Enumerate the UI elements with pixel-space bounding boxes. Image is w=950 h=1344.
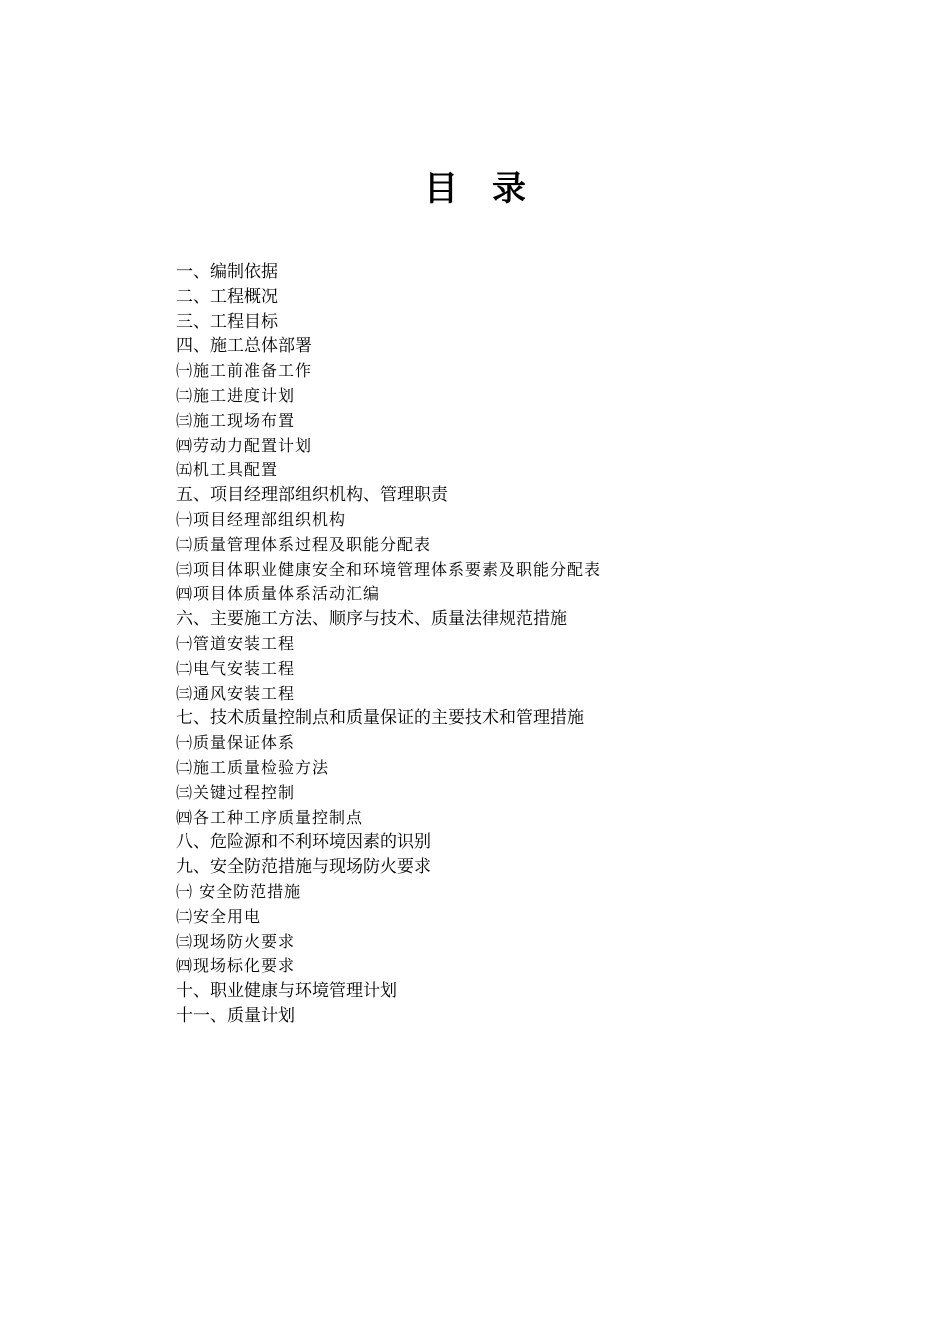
toc-subitem: ㈡安全用电: [176, 906, 262, 926]
toc-item: 八、危险源和不利环境因素的识别: [176, 832, 431, 853]
page-title: 目 录: [424, 169, 526, 209]
toc-subitem: ㈣项目体质量体系活动汇编: [176, 584, 381, 604]
toc-subitem: ㈠质量保证体系: [176, 733, 296, 753]
toc-subitem: ㈢现场防火要求: [176, 931, 296, 951]
toc-item: 五、项目经理部组织机构、管理职责: [176, 485, 448, 506]
toc-item: 十一、质量计划: [176, 1005, 295, 1026]
toc-item: 三、工程目标: [176, 311, 278, 332]
toc-subitem: ㈠施工前准备工作: [176, 361, 313, 381]
toc-subitem: ㈡施工进度计划: [176, 385, 296, 405]
toc-item: 二、工程概况: [176, 286, 278, 307]
toc-item: 七、技术质量控制点和质量保证的主要技术和管理措施: [176, 708, 584, 729]
toc-subitem: ㈢关键过程控制: [176, 782, 296, 802]
toc-subitem: ㈣劳动力配置计划: [176, 435, 313, 455]
toc-subitem: ㈡电气安装工程: [176, 658, 296, 678]
toc-subitem: ㈤机工具配置: [176, 460, 279, 480]
toc-item: 一、编制依据: [176, 262, 278, 282]
toc-subitem: ㈠ 安全防范措施: [176, 881, 302, 901]
toc-item: 九、安全防范措施与现场防火要求: [176, 857, 431, 878]
toc-subitem: ㈠管道安装工程: [176, 633, 296, 653]
toc-subitem: ㈡质量管理体系过程及职能分配表: [176, 534, 432, 554]
toc-subitem: ㈢施工现场布置: [176, 410, 296, 430]
toc-subitem: ㈣各工种工序质量控制点: [176, 807, 364, 827]
toc-subitem: ㈢项目体职业健康安全和环境管理体系要素及职能分配表: [176, 559, 602, 579]
toc-subitem: ㈣现场标化要求: [176, 956, 296, 976]
toc-subitem: ㈠项目经理部组织机构: [176, 509, 347, 529]
toc-subitem: ㈡施工质量检验方法: [176, 757, 330, 777]
toc-item: 四、施工总体部署: [176, 336, 312, 357]
toc-subitem: ㈢通风安装工程: [176, 683, 296, 703]
toc-item: 十、职业健康与环境管理计划: [176, 981, 397, 1002]
toc-item: 六、主要施工方法、顺序与技术、质量法律规范措施: [176, 609, 567, 630]
table-of-contents: [176, 260, 876, 1029]
